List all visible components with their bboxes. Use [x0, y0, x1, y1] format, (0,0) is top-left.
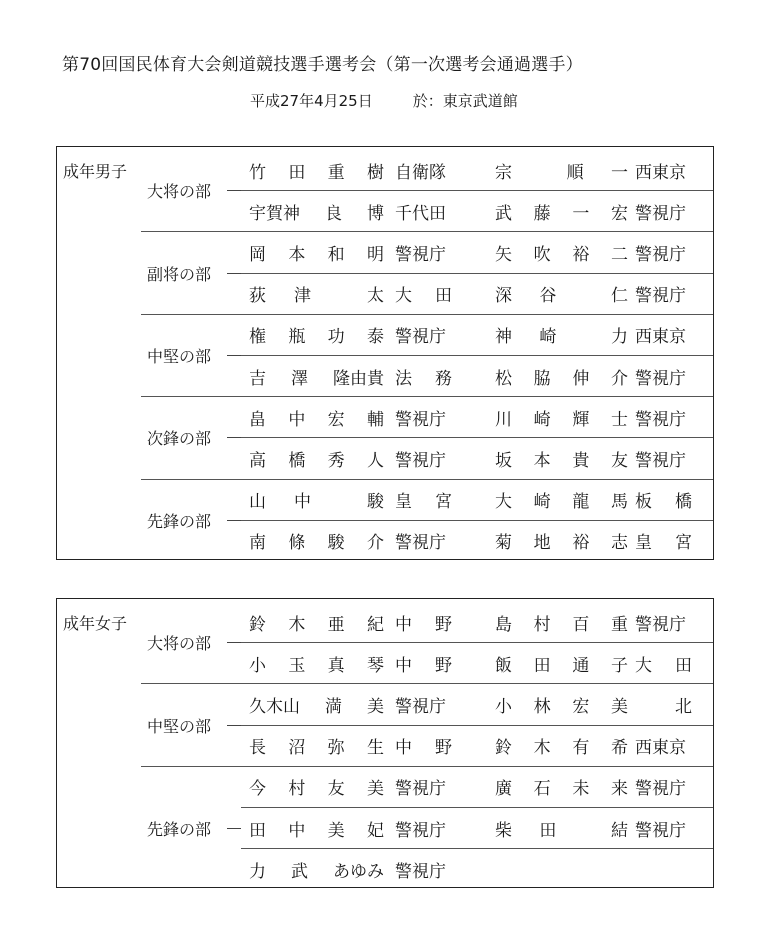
player-name: [495, 693, 628, 715]
name-part: 板: [635, 492, 652, 513]
name-part: 小: [249, 655, 266, 676]
player-affiliation: [395, 858, 452, 880]
name-part: 順: [566, 162, 584, 183]
table-row: [57, 396, 713, 436]
player-name: [249, 447, 384, 469]
name-part: 皇: [635, 533, 652, 554]
division-label: 先鋒の部: [147, 511, 212, 531]
section-men-box: [56, 146, 714, 560]
player-affiliation: [635, 159, 692, 181]
name-part: 通: [572, 655, 590, 676]
player-affiliation: [395, 693, 452, 715]
name-part: 警視庁: [635, 614, 686, 635]
player-name: [249, 611, 384, 633]
name-part: 吉: [249, 368, 266, 389]
name-part: 竹: [249, 162, 266, 183]
name-part: 中: [395, 655, 412, 676]
player-name: [249, 324, 384, 346]
name-part: 宮: [675, 533, 692, 554]
table-row: [57, 642, 713, 682]
table-row: [57, 479, 713, 519]
name-part: 亜: [327, 614, 345, 635]
name-part: 弥: [327, 738, 345, 759]
player-name: [249, 406, 384, 428]
date-line: [250, 90, 518, 111]
table-row: [57, 355, 713, 395]
name-part: 宇賀神: [249, 203, 300, 224]
player-affiliation: [635, 652, 692, 674]
name-part: 警視庁: [395, 696, 446, 717]
player-name: [495, 159, 628, 181]
player-affiliation: [395, 489, 452, 511]
name-part: 龍: [572, 492, 590, 513]
player-affiliation: [635, 530, 692, 552]
player-affiliation: [635, 817, 692, 839]
name-part: 吹: [533, 244, 551, 265]
name-part: 樹: [366, 162, 384, 183]
name-part: 真: [327, 655, 345, 676]
player-name: [249, 735, 384, 757]
name-part: 輝: [572, 409, 590, 430]
name-part: 貴: [572, 450, 590, 471]
name-part: 美: [610, 696, 628, 717]
player-name: [495, 611, 628, 633]
name-part: 仁: [610, 286, 628, 307]
table-row: [57, 766, 713, 806]
name-part: 泰: [366, 327, 384, 348]
name-part: 小: [495, 696, 512, 717]
name-part: 神: [495, 327, 512, 348]
name-part: 妃: [366, 820, 384, 841]
player-affiliation: [395, 283, 452, 305]
player-name: [249, 200, 384, 222]
name-part: 武: [291, 861, 308, 882]
name-part: 田: [435, 286, 452, 307]
name-part: 士: [610, 409, 628, 430]
name-part: 西東京: [635, 162, 686, 183]
player-affiliation: [635, 365, 692, 387]
name-part: 大: [495, 492, 512, 513]
name-part: 村: [533, 614, 551, 635]
category-label: 成年男子: [63, 162, 128, 181]
player-name: [495, 489, 628, 511]
name-part: あゆみ: [333, 861, 384, 882]
player-name: [495, 365, 628, 387]
player-affiliation: [635, 447, 692, 469]
player-affiliation: [635, 241, 692, 263]
name-part: 野: [435, 738, 452, 759]
name-part: 荻: [249, 286, 266, 307]
name-part: 橋: [675, 492, 692, 513]
name-part: 西東京: [635, 327, 686, 348]
name-part: 希: [610, 738, 628, 759]
name-part: 本: [533, 450, 551, 471]
name-part: 警視庁: [395, 533, 446, 554]
name-part: 澤: [291, 368, 308, 389]
player-name: [249, 365, 384, 387]
table-row: [57, 601, 713, 641]
division-label: 中堅の部: [147, 716, 212, 736]
name-part: 駿: [367, 492, 384, 513]
name-part: 法: [395, 368, 412, 389]
player-name: [249, 858, 384, 880]
name-part: 皇: [395, 492, 412, 513]
name-part: 隆由貴: [333, 368, 384, 389]
player-affiliation: [395, 611, 452, 633]
name-part: 橋: [288, 450, 306, 471]
table-row: [57, 231, 713, 271]
name-part: 来: [610, 779, 628, 800]
name-part: 秀: [327, 450, 345, 471]
name-part: 人: [366, 450, 384, 471]
player-name: [495, 735, 628, 757]
player-name: [495, 530, 628, 552]
player-affiliation: [635, 406, 692, 428]
name-part: 警視庁: [635, 203, 686, 224]
name-part: 有: [572, 738, 590, 759]
name-part: 志: [610, 533, 628, 554]
player-name: [249, 776, 384, 798]
table-row: [57, 437, 713, 477]
name-part: 大: [635, 655, 652, 676]
name-part: 重: [610, 614, 628, 635]
name-part: 藤: [533, 203, 551, 224]
player-affiliation: [635, 858, 692, 880]
name-part: 未: [572, 779, 590, 800]
player-affiliation: [635, 324, 692, 346]
name-part: 瓶: [288, 327, 306, 348]
player-affiliation: [395, 324, 452, 346]
name-part: 村: [288, 779, 306, 800]
player-name: [495, 241, 628, 263]
player-affiliation: [395, 652, 452, 674]
name-part: 深: [495, 286, 512, 307]
name-part: 子: [610, 655, 628, 676]
name-part: 石: [533, 779, 551, 800]
name-part: 柴: [495, 820, 512, 841]
name-part: 田: [539, 820, 557, 841]
name-part: 木: [288, 614, 306, 635]
name-part: 和: [327, 244, 345, 265]
player-affiliation: [395, 776, 452, 798]
name-part: 百: [572, 614, 590, 635]
name-part: 鈴: [495, 738, 512, 759]
name-part: 権: [249, 327, 266, 348]
player-name: [249, 693, 384, 715]
name-part: 警視庁: [635, 286, 686, 307]
name-part: 鈴: [249, 614, 266, 635]
table-row: [57, 190, 713, 230]
name-part: 脇: [533, 368, 551, 389]
player-name: [249, 817, 384, 839]
name-part: 警視庁: [635, 244, 686, 265]
section-women-box: [56, 598, 714, 888]
event-date: 平成27年4月25日: [250, 92, 373, 110]
player-name: [495, 776, 628, 798]
table-row: [57, 848, 713, 888]
player-affiliation: [635, 200, 692, 222]
name-part: 高: [249, 450, 266, 471]
name-part: 西東京: [635, 738, 686, 759]
player-affiliation: [395, 159, 452, 181]
name-part: 地: [533, 533, 551, 554]
name-part: 田: [249, 820, 266, 841]
player-affiliation: [395, 365, 452, 387]
name-part: 裕: [572, 244, 590, 265]
name-part: 一: [572, 203, 590, 224]
name-part: 崎: [533, 492, 551, 513]
player-affiliation: [395, 447, 452, 469]
name-part: 岡: [249, 244, 266, 265]
name-part: 崎: [539, 327, 557, 348]
name-part: 結: [610, 820, 628, 841]
name-part: 駿: [327, 533, 345, 554]
player-name: [249, 530, 384, 552]
player-affiliation: [635, 611, 692, 633]
name-part: 松: [495, 368, 512, 389]
name-part: 良: [325, 203, 342, 224]
player-name: [495, 652, 628, 674]
name-part: 警視庁: [395, 779, 446, 800]
name-part: 自衛隊: [395, 162, 446, 183]
player-name: [495, 283, 628, 305]
player-name: [249, 489, 384, 511]
name-part: 宏: [572, 696, 590, 717]
name-part: 警視庁: [635, 820, 686, 841]
table-row: [57, 807, 713, 847]
player-affiliation: [395, 530, 452, 552]
name-part: 久木山: [249, 696, 300, 717]
name-part: 警視庁: [635, 450, 686, 471]
name-part: 力: [610, 327, 628, 348]
player-name: [249, 652, 384, 674]
name-part: 伸: [572, 368, 590, 389]
player-affiliation: [635, 693, 708, 715]
name-part: 大: [395, 286, 412, 307]
name-part: 條: [288, 533, 306, 554]
player-affiliation: [635, 283, 692, 305]
player-affiliation: [635, 776, 692, 798]
name-part: 警視庁: [395, 327, 446, 348]
player-affiliation: [395, 241, 452, 263]
name-part: 馬: [610, 492, 628, 513]
name-part: 満: [325, 696, 342, 717]
name-part: 二: [610, 244, 628, 265]
name-part: 力: [249, 861, 266, 882]
name-part: 沼: [288, 738, 306, 759]
name-part: 美: [327, 820, 345, 841]
name-part: 中: [288, 409, 306, 430]
name-part: 田: [533, 655, 551, 676]
name-part: 長: [249, 738, 266, 759]
name-part: 畠: [249, 409, 266, 430]
name-part: 中: [395, 738, 412, 759]
player-affiliation: [635, 735, 692, 757]
name-part: 谷: [539, 286, 557, 307]
player-affiliation: [395, 817, 452, 839]
player-name: [495, 324, 628, 346]
name-part: 宗: [495, 162, 512, 183]
name-part: 田: [288, 162, 306, 183]
division-label: 大将の部: [147, 182, 212, 202]
player-name: [495, 817, 628, 839]
name-part: 一: [610, 162, 628, 183]
table-row: [57, 149, 713, 189]
table-row: [57, 314, 713, 354]
name-part: 南: [249, 533, 266, 554]
name-part: 友: [610, 450, 628, 471]
player-name: [495, 447, 628, 469]
name-part: 玉: [288, 655, 306, 676]
name-part: 輔: [366, 409, 384, 430]
name-part: 木: [533, 738, 551, 759]
name-part: 武: [495, 203, 512, 224]
name-part: 中: [288, 820, 306, 841]
player-affiliation: [395, 735, 452, 757]
event-venue: 於：東京武道館: [412, 92, 518, 110]
name-part: 田: [675, 655, 692, 676]
division-label: 中堅の部: [147, 347, 212, 366]
name-part: 宏: [327, 409, 345, 430]
name-part: 琴: [366, 655, 384, 676]
name-part: 警視庁: [395, 409, 446, 430]
name-part: 千代田: [395, 203, 446, 224]
name-part: 警視庁: [635, 409, 686, 430]
name-part: 友: [327, 779, 345, 800]
name-part: 功: [327, 327, 345, 348]
name-part: 警視庁: [635, 779, 686, 800]
name-part: 警視庁: [395, 861, 446, 882]
name-part: 介: [366, 533, 384, 554]
player-name: [495, 406, 628, 428]
name-part: 博: [367, 203, 384, 224]
player-affiliation: [395, 200, 452, 222]
name-part: 太: [367, 286, 384, 307]
name-part: 林: [533, 696, 551, 717]
name-part: 津: [294, 286, 311, 307]
name-part: 北: [675, 696, 692, 717]
name-part: 警視庁: [395, 244, 446, 265]
name-part: 中: [294, 492, 311, 513]
name-part: 島: [495, 614, 512, 635]
name-part: 崎: [533, 409, 551, 430]
player-affiliation: [635, 489, 692, 511]
table-row: [57, 683, 713, 723]
division-label: 副将の部: [147, 264, 212, 284]
player-name: [249, 241, 384, 263]
name-part: 矢: [495, 244, 512, 265]
name-part: 今: [249, 779, 266, 800]
name-part: 美: [367, 696, 384, 717]
name-part: 川: [495, 409, 512, 430]
table-row: [57, 725, 713, 765]
page-title: 第70回国民体育大会剣道競技選手選考会（第一次選考会通過選手）: [62, 55, 583, 75]
name-part: 野: [435, 655, 452, 676]
name-part: 務: [435, 368, 452, 389]
name-part: 介: [610, 368, 628, 389]
name-part: 飯: [495, 655, 512, 676]
name-part: 宏: [610, 203, 628, 224]
name-part: 警視庁: [635, 368, 686, 389]
player-name: [495, 200, 628, 222]
division-label: 先鋒の部: [147, 819, 212, 839]
division-label: 次鋒の部: [147, 429, 212, 449]
table-row: [57, 273, 713, 313]
name-part: 廣: [495, 779, 512, 800]
name-part: 菊: [495, 533, 512, 554]
name-part: 警視庁: [395, 820, 446, 841]
division-label: 大将の部: [147, 634, 212, 654]
name-part: 明: [366, 244, 384, 265]
name-part: 警視庁: [395, 450, 446, 471]
player-name: [249, 283, 384, 305]
name-part: 宮: [435, 492, 452, 513]
name-part: 重: [327, 162, 345, 183]
player-affiliation: [395, 406, 452, 428]
player-name: [249, 159, 384, 181]
name-part: 生: [366, 738, 384, 759]
name-part: 裕: [572, 533, 590, 554]
table-row: [57, 520, 713, 560]
player-name: [495, 858, 628, 880]
name-part: 山: [249, 492, 266, 513]
name-part: 中: [395, 614, 412, 635]
name-part: 紀: [366, 614, 384, 635]
name-part: 本: [288, 244, 306, 265]
category-label: 成年女子: [63, 614, 128, 633]
name-part: 坂: [495, 450, 512, 471]
name-part: 美: [366, 779, 384, 800]
name-part: 野: [435, 614, 452, 635]
